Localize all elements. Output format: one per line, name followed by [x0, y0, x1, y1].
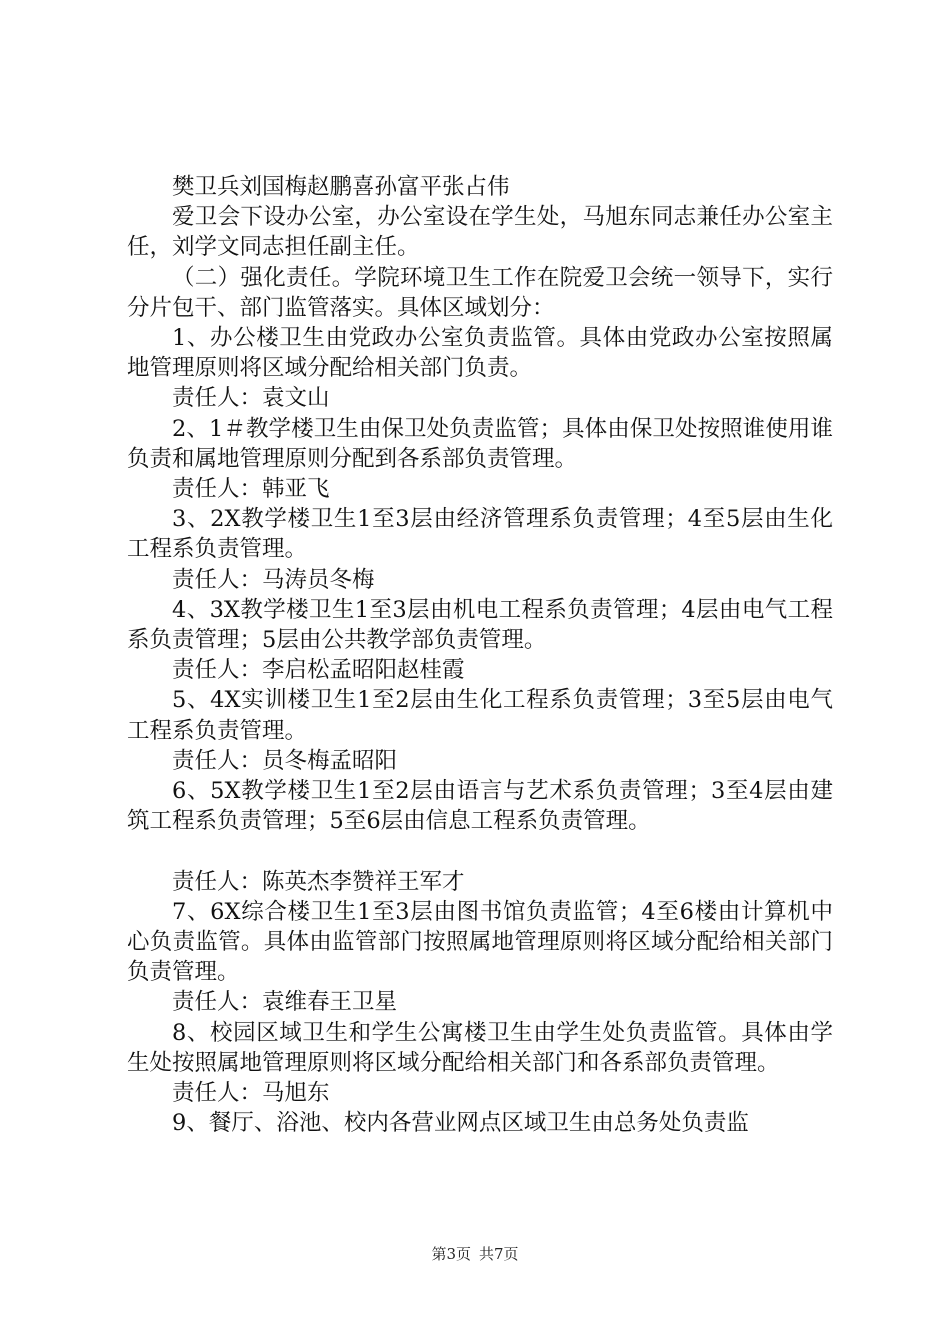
paragraph: （二）强化责任。学院环境卫生工作在院爱卫会统一领导下，实行分片包干、部门监管落实。具体区域划分：	[127, 264, 833, 321]
paragraph: 责任人：员冬梅孟昭阳	[172, 747, 398, 774]
paragraph: 责任人：韩亚飞	[172, 476, 330, 503]
paragraph: 4、3X教学楼卫生1至3层由机电工程系负责管理；4层由电气工程系负责管理；5层由公共教学部负责管理。	[127, 596, 833, 654]
paragraph: 责任人：袁维春王卫星	[172, 989, 398, 1016]
paragraph: 责任人：马旭东	[172, 1080, 330, 1107]
paragraph: 责任人：陈英杰李赞祥王军才	[172, 868, 465, 895]
paragraph: 责任人：李启松孟昭阳赵桂霞	[172, 657, 465, 684]
paragraph: 8、校园区域卫生和学生公寓楼卫生由学生处负责监管。具体由学生处按照属地管理原则将区域分配给相关部门和各系部负责管理。	[127, 1019, 833, 1076]
paragraph: 6、5X教学楼卫生1至2层由语言与艺术系负责管理；3至4层由建筑工程系负责管理；5至6层由信息工程系负责管理。	[127, 778, 833, 835]
paragraph: 7、6X综合楼卫生1至3层由图书馆负责监管；4至6楼由计算机中心负责监管。具体由监管部门按照属地管理原则将区域分配给相关部门负责管理。	[127, 898, 833, 986]
paragraph: 樊卫兵刘国梅赵鹏喜孙富平张占伟	[172, 174, 510, 200]
paragraph: 3、2X教学楼卫生1至3层由经济管理系负责管理；4至5层由生化工程系负责管理。	[127, 506, 833, 563]
page-number: 第3页	[431, 1245, 471, 1263]
document-body	[127, 172, 833, 1138]
paragraph: 2、1＃教学楼卫生由保卫处负责监管；具体由保卫处按照谁使用谁负责和属地管理原则分配到各系部负责管理。	[127, 415, 833, 472]
paragraph: 9、餐厅、浴池、校内各营业网点区域卫生由总务处负责监	[172, 1110, 749, 1137]
paragraph: 1、办公楼卫生由党政办公室负责监管。具体由党政办公室按照属地管理原则将区域分配给相关部门负责。	[127, 325, 833, 382]
page-footer	[0, 1243, 950, 1264]
paragraph: 责任人：马涛员冬梅	[172, 566, 375, 593]
paragraph: 责任人：袁文山	[172, 385, 330, 412]
paragraph: 爱卫会下设办公室，办公室设在学生处，马旭东同志兼任办公室主任，刘学文同志担任副主任。	[127, 204, 833, 261]
page-total: 共7页	[479, 1245, 519, 1263]
paragraph: 5、4X实训楼卫生1至2层由生化工程系负责管理；3至5层由电气工程系负责管理。	[127, 687, 833, 744]
